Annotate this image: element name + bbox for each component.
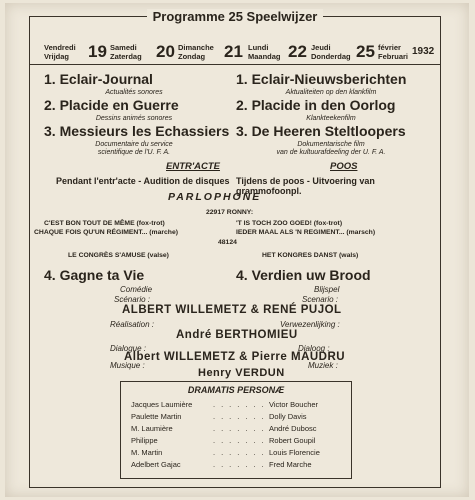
record-nl2: IEDER MAAL ALS 'N REGIMENT... (marsch) bbox=[236, 229, 376, 236]
record-fr2: CHAQUE FOIS QU'UN RÉGIMENT... (marche) bbox=[34, 229, 178, 236]
cast-actor: Victor Boucher bbox=[269, 400, 319, 409]
item2-nl-title: 2. Placide in den Oorlog bbox=[236, 97, 396, 113]
item2-fr-sub: Dessins animés sonores bbox=[95, 115, 173, 122]
day-fr: Samedi bbox=[110, 43, 137, 52]
month-fr: février bbox=[378, 43, 401, 52]
leader-dots: ....... bbox=[213, 436, 270, 445]
cast-actor: André Dubosc bbox=[269, 424, 317, 433]
cast-actor: Dolly Davis bbox=[269, 412, 307, 421]
composer-name: Henry VERDUN bbox=[198, 367, 285, 379]
entracte-text: Pendant l'entr'acte - Audition de disques bbox=[56, 176, 230, 186]
leader-dots: ....... bbox=[213, 412, 270, 421]
dialogue-nl: Dialoog : bbox=[298, 344, 330, 353]
date-number: 22 bbox=[288, 42, 307, 61]
item3-fr-sub1: Documentaire du service bbox=[95, 141, 173, 148]
feature-fr-title: 4. Gagne ta Vie bbox=[44, 267, 145, 283]
day-fr: Lundi bbox=[248, 43, 269, 52]
poos-label: POOS bbox=[330, 161, 358, 172]
item1-fr-sub: Actualités sonores bbox=[105, 89, 163, 96]
day-saturday bbox=[110, 43, 142, 61]
cast-actor: Louis Florencie bbox=[269, 448, 320, 457]
day-fr: Jeudi bbox=[311, 43, 331, 52]
item3-nl-sub1: Dokumentarische film bbox=[297, 141, 365, 148]
record-nl1: 'T IS TOCH ZOO GOED! (fox-trot) bbox=[236, 220, 343, 227]
day-nl: Zondag bbox=[178, 52, 206, 61]
day-monday bbox=[248, 43, 281, 61]
cast-role: Adelbert Gajac bbox=[131, 460, 181, 469]
record-num1: 22917 RONNY: bbox=[206, 209, 254, 216]
day-fr: Dimanche bbox=[178, 43, 214, 52]
leader-dots: ....... bbox=[213, 424, 270, 433]
cast-box bbox=[120, 381, 352, 479]
date-number: 25 bbox=[356, 42, 375, 61]
item3-fr-sub2: scientifique de l'U. F. A. bbox=[97, 149, 171, 156]
scenario-nl: Scenario : bbox=[302, 295, 339, 304]
date-number: 20 bbox=[156, 42, 175, 61]
record-num2: 48124 bbox=[218, 239, 237, 246]
genre-nl: Blijspel bbox=[314, 285, 340, 294]
date-number: 19 bbox=[88, 42, 107, 61]
dialogue-writers: Albert WILLEMETZ & Pierre MAUDRU bbox=[124, 351, 346, 363]
feature-nl-title: 4. Verdien uw Brood bbox=[236, 267, 371, 283]
item3-nl-title: 3. De Heeren Steltloopers bbox=[236, 123, 406, 139]
cast-role: M. Martin bbox=[131, 448, 163, 457]
day-nl: Donderdag bbox=[311, 52, 351, 61]
day-nl: Maandag bbox=[248, 52, 281, 61]
day-thursday bbox=[311, 43, 351, 61]
music-fr: Musique : bbox=[110, 361, 145, 370]
poos-text: Tijdens de poos - Uitvoering van grammofoonpl. bbox=[236, 176, 375, 196]
item3-nl-sub2: van de kultuurafdeeling der U. F. A. bbox=[276, 149, 386, 156]
record-brand: PARLOPHONE bbox=[168, 191, 262, 203]
entracte-label: ENTR'ACTE bbox=[166, 161, 220, 172]
day-friday bbox=[44, 43, 76, 61]
month bbox=[378, 43, 408, 61]
day-fr: Vendredi bbox=[44, 43, 76, 52]
genre-fr: Comédie bbox=[120, 285, 153, 294]
programme-title: Programme 25 Speelwijzer bbox=[147, 9, 324, 24]
date-number: 21 bbox=[224, 42, 243, 61]
item2-nl-sub: Klankteekenfilm bbox=[306, 115, 356, 122]
item3-fr-title: 3. Messieurs les Echassiers bbox=[44, 123, 230, 139]
day-nl: Vrijdag bbox=[44, 52, 70, 61]
leader-dots: ....... bbox=[213, 400, 270, 409]
cast-role: Paulette Martin bbox=[131, 412, 182, 421]
item1-fr-title: 1. Eclair-Journal bbox=[44, 71, 153, 87]
day-nl: Zaterdag bbox=[110, 52, 142, 61]
record-fr3: LE CONGRÈS S'AMUSE (valse) bbox=[68, 252, 169, 259]
record-fr1: C'EST BON TOUT DE MÊME (fox-trot) bbox=[44, 220, 165, 227]
programme-header bbox=[30, 8, 440, 26]
cast-role: M. Laumière bbox=[131, 424, 173, 433]
realisation-nl: Verwezenlijking : bbox=[280, 320, 340, 329]
item2-fr-title: 2. Placide en Guerre bbox=[44, 97, 179, 113]
cast-role: Philippe bbox=[131, 436, 158, 445]
date-row bbox=[44, 39, 434, 71]
programme-page bbox=[5, 3, 469, 497]
scenario-fr: Scénario : bbox=[114, 295, 151, 304]
cast-title: DRAMATIS PERSONÆ bbox=[187, 385, 285, 395]
cast-role: Jacques Laumière bbox=[131, 400, 193, 409]
cast-actor: Fred Marche bbox=[269, 460, 312, 469]
record-nl3: HET KONGRES DANST (wals) bbox=[262, 252, 359, 259]
music-nl: Muziek : bbox=[308, 361, 338, 370]
scenario-writers: ALBERT WILLEMETZ & RENÉ PUJOL bbox=[122, 304, 342, 316]
item1-nl-sub: Aktualiteiten op den klankfilm bbox=[285, 89, 377, 96]
cast-actor: Robert Goupil bbox=[269, 436, 316, 445]
item1-nl-title: 1. Eclair-Nieuwsberichten bbox=[236, 71, 407, 87]
director-name: André BERTHOMIEU bbox=[176, 329, 298, 341]
year: 1932 bbox=[412, 46, 435, 57]
header-divider bbox=[30, 64, 440, 65]
day-sunday bbox=[178, 43, 214, 61]
leader-dots: ....... bbox=[213, 448, 270, 457]
month-nl: Februari bbox=[378, 52, 409, 61]
programme-frame bbox=[29, 9, 441, 488]
dialogue-fr: Dialogue : bbox=[110, 344, 147, 353]
leader-dots: ....... bbox=[213, 460, 270, 469]
realisation-fr: Réalisation : bbox=[110, 320, 155, 329]
